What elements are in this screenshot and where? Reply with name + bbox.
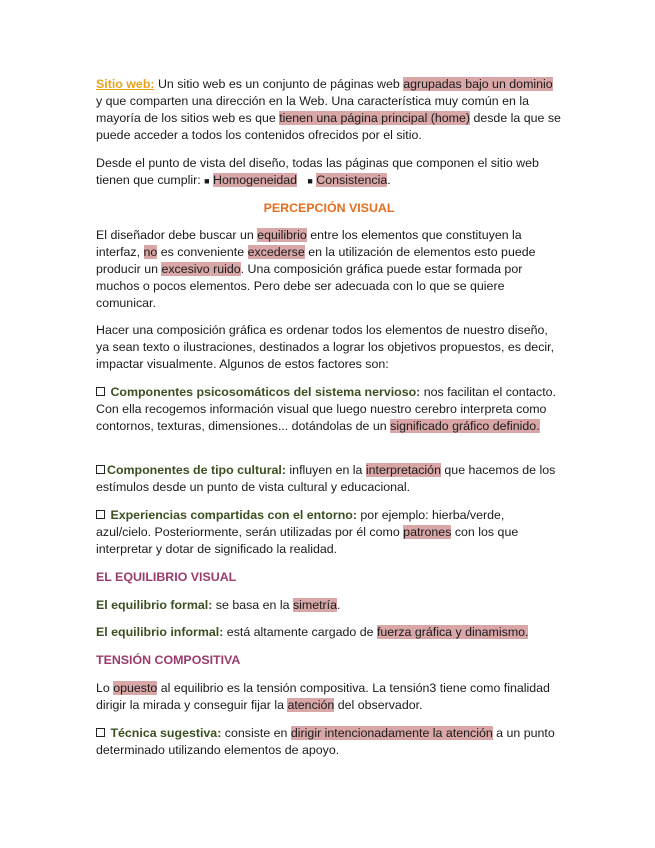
highlight: Consistencia xyxy=(316,173,388,187)
paragraph-psicosomaticos xyxy=(96,384,562,435)
highlight: atención xyxy=(287,698,335,712)
heading-percepcion-visual: PERCEPCIÓN VISUAL xyxy=(263,201,395,215)
highlight: fuerza gráfica y dinamismo. xyxy=(376,625,529,639)
text-run: Desde el punto de vista del diseño, todas las páginas que componen el sitio web tienen que cumplir: xyxy=(96,156,539,187)
sitio-web-label: Sitio web: xyxy=(96,77,155,91)
text-run: con los que interpretar y dotar de significado la realidad. xyxy=(96,525,519,556)
text-run: . Una composición gráfica puede estar formada por muchos o pocos elementos. Pero debe ser adecuada con lo que se quiere comunicar. xyxy=(96,262,523,310)
paragraph-sitio-web xyxy=(96,76,562,144)
highlight: opuesto xyxy=(113,681,158,695)
text-run: El diseñador debe buscar un xyxy=(96,228,258,242)
text-run: influyen en la xyxy=(285,463,366,477)
subheading-label: Componentes psicosomáticos del sistema nervioso: xyxy=(110,385,421,399)
checkbox-icon xyxy=(96,387,105,396)
text-run: nos facilitan el contacto. Con ella recogemos información visual que luego nuestro cerebro interpreta como contornos, texturas, dimensiones... dotándolas de un xyxy=(96,385,556,433)
highlight: dirigir intencionadamente la atención xyxy=(290,726,493,740)
highlight: agrupadas bajo un dominio xyxy=(403,77,553,91)
highlight: simetría xyxy=(292,598,338,612)
subheading-label: El equilibrio formal: xyxy=(96,598,213,612)
text-run: que hacemos de los estímulos desde un punto de vista cultural y educacional. xyxy=(96,463,556,494)
text-run: y que comparten una dirección en la Web. Una característica muy común en la mayoría de los sitios web es que xyxy=(96,94,529,125)
highlight: excederse xyxy=(247,245,305,259)
highlight: no xyxy=(143,245,158,259)
highlight: patrones xyxy=(403,525,452,539)
paragraph-composicion: Hacer una composición gráfica es ordenar todos los elementos de nuestro diseño, ya sean texto o ilustraciones, destinados a lograr los objetivos propuestos, es decir, impactar visualmente. Algunos de estos factores son: xyxy=(96,323,555,371)
paragraph-experiencias xyxy=(96,507,562,558)
text-run: es conveniente xyxy=(157,245,248,259)
text-run: del observador. xyxy=(334,698,423,712)
subheading-label: Experiencias compartidas con el entorno: xyxy=(110,508,357,522)
paragraph-equilibrio-informal xyxy=(96,624,562,641)
text-run: . xyxy=(387,173,391,187)
paragraph-disenador xyxy=(96,227,562,312)
heading-tension-compositiva: TENSIÓN COMPOSITIVA xyxy=(96,653,241,667)
text-run: está altamente cargado de xyxy=(223,625,377,639)
text-run: en la utilización de elementos esto puede producir un xyxy=(96,245,536,276)
text-run: Un sitio web es un conjunto de páginas web xyxy=(154,77,404,91)
text-run: consiste en xyxy=(221,726,291,740)
paragraph-opuesto xyxy=(96,680,562,714)
text-run: por ejemplo: hierba/verde, azul/cielo. Posteriormente, serán utilizadas por él como xyxy=(96,508,505,539)
checkbox-icon xyxy=(96,465,105,474)
subheading-label: El equilibrio informal: xyxy=(96,625,224,639)
square-bullet-icon: ■ xyxy=(307,176,313,186)
paragraph-tecnica-sugestiva xyxy=(96,725,562,759)
checkbox-icon xyxy=(96,728,105,737)
highlight: Homogeneidad xyxy=(213,173,298,187)
highlight: tienen una página principal (home) xyxy=(279,111,471,125)
subheading-label: Componentes de tipo cultural: xyxy=(107,463,286,477)
highlight: significado gráfico definido. xyxy=(390,419,540,433)
text-run: Lo xyxy=(96,681,114,695)
heading-equilibrio-visual: EL EQUILIBRIO VISUAL xyxy=(96,570,237,584)
text-run: al equilibrio es la tensión compositiva. La tensión3 tiene como finalidad dirigir la mirada y conseguir fijar la xyxy=(96,681,550,712)
highlight: interpretación xyxy=(365,463,441,477)
highlight: excesivo ruido xyxy=(161,262,241,276)
checkbox-icon xyxy=(96,510,105,519)
text-run: desde la que se puede acceder a todos los contenidos ofrecidos por el sitio. xyxy=(96,111,561,142)
paragraph-cultural xyxy=(96,462,562,496)
paragraph-equilibrio-formal xyxy=(96,597,562,614)
subheading-label: Técnica sugestiva: xyxy=(110,726,222,740)
highlight: equilibrio xyxy=(257,228,307,242)
text-run: entre los elementos que constituyen la interfaz, xyxy=(96,228,522,259)
square-bullet-icon: ■ xyxy=(204,176,210,186)
text-run: . xyxy=(337,598,341,612)
text-run: a un punto determinado utilizando elementos de apoyo. xyxy=(96,726,555,757)
text-run: se basa en la xyxy=(212,598,293,612)
paragraph-diseno xyxy=(96,155,562,190)
